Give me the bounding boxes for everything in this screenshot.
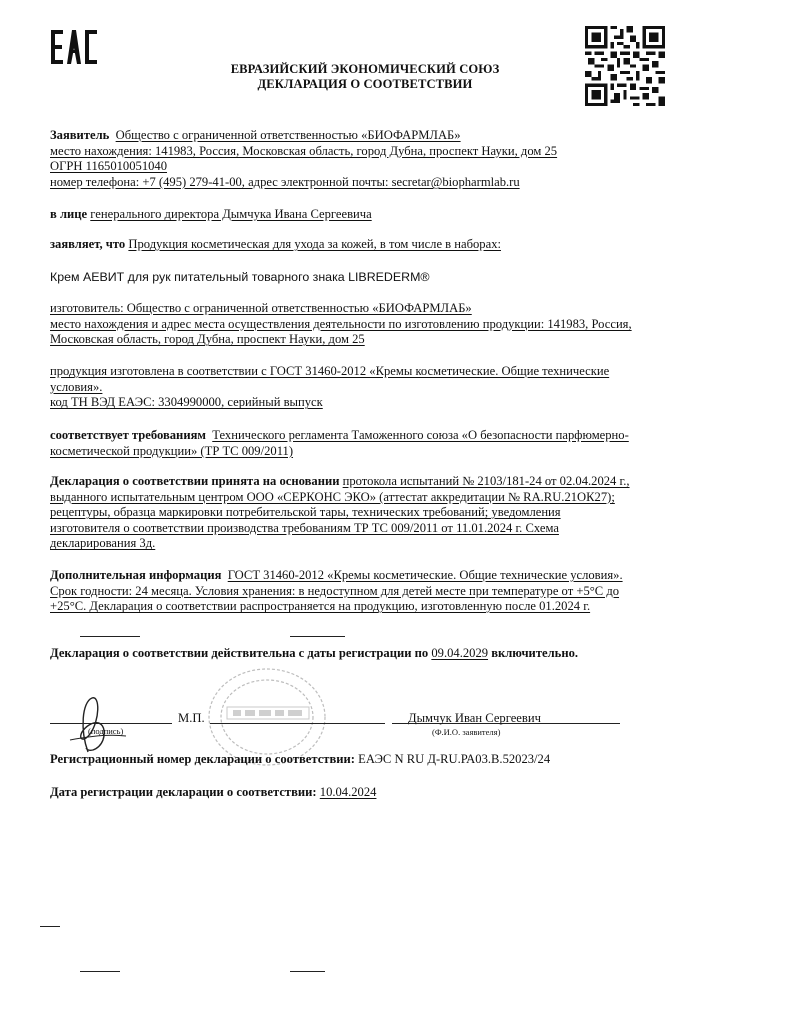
declaration-scheme: декларирования 3д. (50, 536, 156, 551)
basis-documents: рецептуры, образца маркировки потребительской тары, технических требований; уведомления (50, 505, 561, 520)
conformity-label: соответствует требованиям (50, 428, 206, 442)
storage-scope: +25°C. Декларация о соответствии распространяется на продукцию, изготовленную после 01.2024 г. (50, 599, 591, 614)
product-name: Крем АЕВИТ для рук питательный товарного знака LIBREDERM® (50, 270, 430, 284)
manufacturer-line: изготовитель: Общество с ограниченной ответственностью «БИОФАРМЛАБ» (50, 301, 472, 315)
registration-number-label: Регистрационный номер декларации о соответствии: (50, 752, 355, 766)
regulation-name-cont: косметической продукции» (ТР ТС 009/2011) (50, 443, 294, 458)
applicant-contacts: номер телефона: +7 (495) 279-41-00, адрес электронной почты: secretar@biopharmlab.ru (50, 174, 520, 189)
declares-section (50, 237, 684, 253)
declares-label: заявляет, что (50, 237, 126, 251)
applicant-section (50, 128, 684, 190)
additional-section (50, 568, 684, 615)
additional-label: Дополнительная информация (50, 568, 222, 582)
representative-label: в лице (50, 207, 88, 221)
union-title: ЕВРАЗИЙСКИЙ ЭКОНОМИЧЕСКИЙ СОЮЗ (230, 62, 500, 76)
test-center: выданного испытательным центром ООО «СЕРКОНС ЭКО» (аттестат аккредитации № RA.RU.21ОК27); (50, 489, 615, 504)
stamp-place-label: М.П. (178, 711, 205, 725)
divider (80, 636, 140, 637)
conformity-section (50, 428, 684, 459)
regulation-name: Технического регламента Таможенного союза «О безопасности парфюмерно- (212, 428, 629, 442)
validity-section (50, 646, 684, 662)
declares-value: Продукция косметическая для ухода за кожей, в том числе в наборах: (128, 237, 501, 251)
manufacturer-section (50, 301, 684, 348)
shelf-life: Срок годности: 24 месяца. Условия хранения: в недоступном для детей месте при температуре от +5°C до (50, 583, 620, 598)
standard-section (50, 364, 684, 411)
validity-label: Декларация о соответствии действительна с даты регистрации по (50, 646, 429, 660)
divider (290, 636, 345, 637)
declaration-title: ДЕКЛАРАЦИЯ О СООТВЕТСТВИИ (257, 77, 473, 91)
representative-value: генерального директора Дымчука Ивана Сергеевича (90, 207, 372, 221)
name-caption: (Ф.И.О. заявителя) (432, 727, 501, 737)
stamp-line (210, 723, 385, 724)
validity-suffix: включительно. (491, 646, 579, 660)
signature-caption: (подпись) (88, 726, 124, 736)
validity-date: 09.04.2029 (431, 646, 489, 660)
manufacturer-address: место нахождения и адрес места осуществления деятельности по изготовлению продукции: 141983, Россия, (50, 316, 632, 331)
manufacturer-notice: изготовителя о соответствии производства требованиям ТР ТС 009/2011 от 11.01.2024 г. Схема (50, 520, 559, 535)
applicant-ogrn: ОГРН 1165010051040 (50, 159, 168, 174)
manufacturer-address-cont: Московская область, город Дубна, проспект Науки, дом 25 (50, 332, 365, 347)
basis-section (50, 474, 684, 552)
basis-label: Декларация о соответствии принята на основании (50, 474, 340, 488)
name-line (392, 723, 620, 724)
handwritten-signature-icon (60, 690, 130, 760)
divider (290, 971, 325, 972)
registration-date-section (50, 785, 684, 801)
additional-standard: ГОСТ 31460-2012 «Кремы косметические. Общие технические условия». (227, 568, 623, 582)
applicant-label: Заявитель (50, 128, 110, 142)
signatory-name: Дымчук Иван Сергеевич (408, 711, 541, 725)
test-protocol: протокола испытаний № 2103/181-24 от 02.04.2024 г., (342, 474, 630, 488)
applicant-address: место нахождения: 141983, Россия, Московская область, город Дубна, проспект Науки, дом 25 (50, 143, 558, 158)
registration-date-label: Дата регистрации декларации о соответствии: (50, 785, 317, 799)
hs-code: код ТН ВЭД ЕАЭС: 3304990000, серийный выпуск (50, 395, 323, 410)
standard-line-cont: условия». (50, 379, 103, 394)
qr-code-icon (585, 26, 665, 106)
registration-number: ЕАЭС N RU Д-RU.РА03.В.52023/24 (358, 752, 551, 766)
eac-logo-icon (50, 28, 98, 66)
standard-line: продукция изготовлена в соответствии с ГОСТ 31460-2012 «Кремы косметические. Общие технические (50, 364, 610, 378)
representative-section (50, 207, 684, 223)
divider (40, 926, 60, 927)
registration-number-section (50, 752, 684, 768)
signature-line (50, 723, 172, 724)
applicant-name: Общество с ограниченной ответственностью «БИОФАРМЛАБ» (115, 128, 461, 142)
divider (80, 971, 120, 972)
document-header (150, 62, 580, 92)
registration-date: 10.04.2024 (319, 785, 377, 799)
